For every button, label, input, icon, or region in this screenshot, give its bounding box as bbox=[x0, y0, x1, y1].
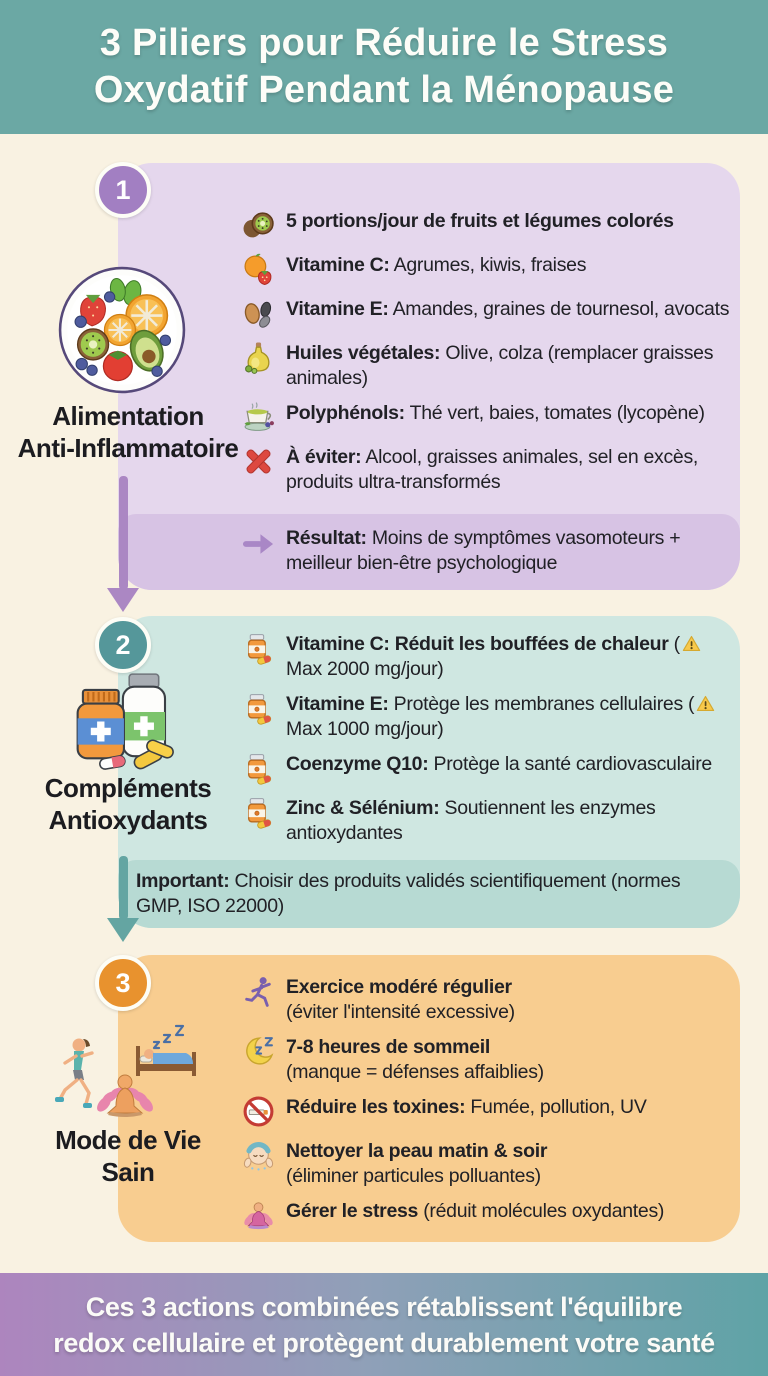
fruit-plate-illustration bbox=[58, 266, 186, 394]
pillar-3-panel bbox=[118, 955, 740, 1242]
list-item bbox=[242, 1095, 732, 1128]
result-text: Résultat: Moins de symptômes vasomoteurs + meilleur bien-être psychologique bbox=[286, 527, 681, 574]
list-item bbox=[242, 1035, 732, 1084]
supplement-bottle-icon bbox=[242, 632, 275, 665]
pillar-3-label: Mode de Vie Sain bbox=[55, 1125, 201, 1187]
title-line-2: Oxydatif Pendant la Ménopause bbox=[93, 69, 675, 111]
pillar-1-number-badge: 1 bbox=[95, 162, 151, 218]
list-item bbox=[242, 445, 732, 494]
supplement-bottle-icon bbox=[242, 692, 275, 725]
kiwi-icon bbox=[242, 209, 275, 242]
item-text: Vitamine E: Amandes, graines de tournesol, avocats bbox=[286, 298, 730, 320]
item-text: Coenzyme Q10: Protège la santé cardiovasculaire bbox=[286, 753, 712, 775]
header bbox=[0, 0, 768, 134]
pillar-1-label: Alimentation Anti-Inflammatoire bbox=[17, 401, 239, 463]
pillar-3-number-badge: 3 bbox=[95, 955, 151, 1011]
list-item bbox=[242, 692, 732, 741]
footer-text: Ces 3 actions combinées rétablissent l'équilibre redox cellulaire et protègent durablement votre santé bbox=[53, 1291, 715, 1358]
list-item bbox=[242, 209, 732, 242]
citrus-strawberry-icon bbox=[242, 253, 275, 286]
item-text: Huiles végétales: Olive, colza (remplacer graisses animales) bbox=[286, 342, 714, 389]
item-text: Vitamine E: Protège les membranes cellulaires ( Max 1000 mg/jour) bbox=[286, 692, 732, 741]
list-item bbox=[242, 341, 732, 390]
meditation-icon bbox=[242, 1199, 275, 1232]
footer bbox=[0, 1273, 768, 1376]
pillar-2-label: Compléments Antioxydants bbox=[44, 773, 212, 835]
seeds-icon bbox=[242, 297, 275, 330]
list-item bbox=[242, 1199, 732, 1232]
lifestyle-illustration bbox=[50, 1020, 202, 1122]
important-text: Important: Choisir des produits validés scientifiquement (normes GMP, ISO 22000) bbox=[136, 870, 681, 917]
item-text: À éviter: Alcool, graisses animales, sel en excès, produits ultra-transformés bbox=[286, 446, 699, 493]
item-text: Réduire les toxines: Fumée, pollution, UV bbox=[286, 1096, 647, 1118]
list-item bbox=[242, 1139, 732, 1188]
list-item bbox=[242, 752, 732, 785]
oil-bottle-icon bbox=[242, 341, 275, 374]
item-text: Exercice modéré régulier (éviter l'intensité excessive) bbox=[286, 976, 515, 1023]
list-item bbox=[242, 297, 732, 330]
item-text: Vitamine C: Agrumes, kiwis, fraises bbox=[286, 254, 587, 276]
warning-icon bbox=[696, 695, 715, 712]
list-item bbox=[242, 796, 732, 845]
warning-icon bbox=[682, 635, 701, 652]
item-text: Nettoyer la peau matin & soir (éliminer particules polluantes) bbox=[286, 1140, 548, 1187]
list-item bbox=[242, 975, 732, 1024]
list-item bbox=[242, 632, 732, 681]
sleep-moon-icon bbox=[242, 1035, 275, 1068]
item-text: Gérer le stress (réduit molécules oxydantes) bbox=[286, 1200, 665, 1222]
runner-icon bbox=[242, 975, 275, 1008]
pillar-1-panel bbox=[118, 163, 740, 590]
item-text: 7-8 heures de sommeil (manque = défenses affaiblies) bbox=[286, 1036, 544, 1083]
pillar-2-important-band bbox=[118, 860, 740, 928]
supplements-illustration bbox=[72, 672, 178, 772]
list-item bbox=[242, 401, 732, 434]
pillar-1-result-band bbox=[118, 514, 740, 590]
title-line-1: 3 Piliers pour Réduire le Stress bbox=[99, 22, 669, 64]
item-text: 5 portions/jour de fruits et légumes colorés bbox=[286, 210, 674, 232]
page-title bbox=[94, 20, 674, 114]
pillar-2-number-badge: 2 bbox=[95, 617, 151, 673]
item-text: Vitamine C: Réduit les bouffées de chaleur ( Max 2000 mg/jour) bbox=[286, 632, 732, 681]
item-text: Zinc & Sélénium: Soutiennent les enzymes antioxydantes bbox=[286, 797, 656, 844]
list-item bbox=[242, 253, 732, 286]
item-text: Polyphénols: Thé vert, baies, tomates (lycopène) bbox=[286, 402, 705, 424]
result-arrow-icon bbox=[242, 532, 275, 556]
